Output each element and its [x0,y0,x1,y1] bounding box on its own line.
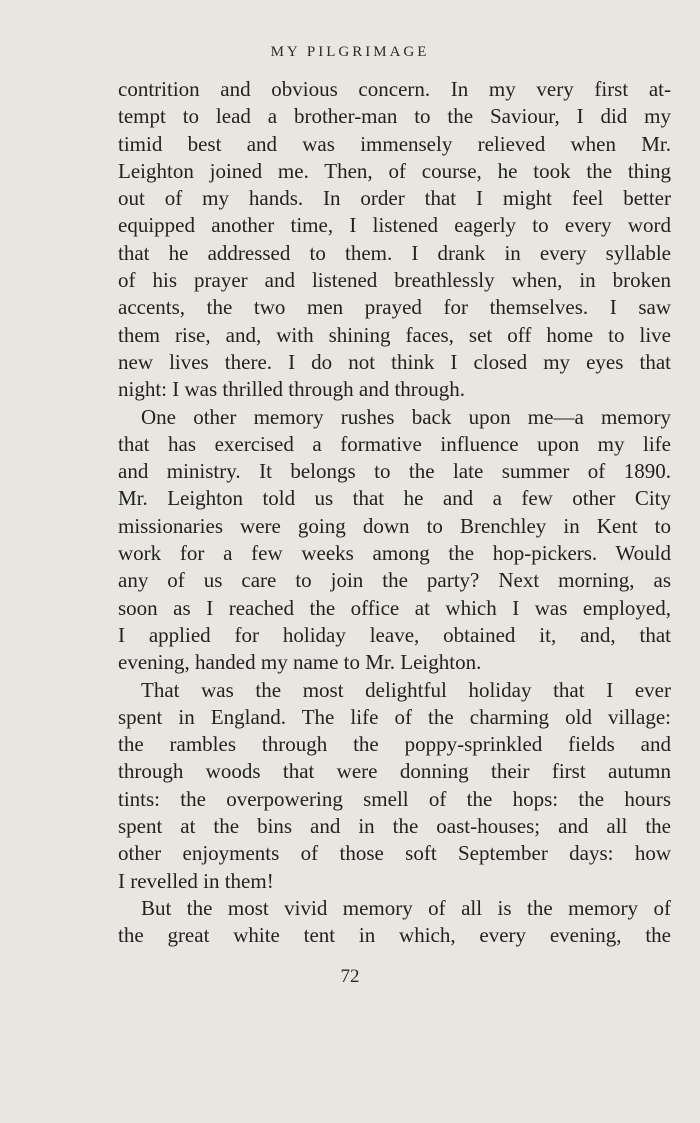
text-line: soon as I reached the office at which I was employed, [118,595,671,620]
text-line: spent at the bins and in the oast-houses; and all the [118,814,671,839]
text-line: I applied for holiday leave, obtained it, and, that [118,622,671,647]
paragraph-1 [118,76,671,404]
paragraph-3 [118,677,671,895]
text-line: evening, handed my name to Mr. Leighton. [118,650,482,675]
text-line: timid best and was immensely relieved when Mr. [118,131,671,156]
text-line: tempt to lead a brother-man to the Saviour, I did my [118,104,671,129]
text-line: out of my hands. In order that I might feel better [118,186,671,211]
text-line: One other memory rushes back upon me—a memory [141,404,671,429]
text-line: new lives there. I do not think I closed my eyes that [118,349,671,374]
text-line: But the most vivid memory of all is the memory of [141,895,671,920]
text-line: work for a few weeks among the hop-pickers. Would [118,541,671,566]
text-line: other enjoyments of those soft September days: how [118,841,671,866]
text-line: and ministry. It belongs to the late summer of 1890. [118,459,671,484]
text-line: the rambles through the poppy-sprinkled fields and [118,732,671,757]
text-line: night: I was thrilled through and through. [118,377,466,402]
text-line: contrition and obvious concern. In my very first at- [118,77,671,101]
text-line: missionaries were going down to Brenchley in Kent to [118,513,671,538]
paragraph-4 [118,895,671,950]
text-line: them rise, and, with shining faces, set off home to live [118,322,671,347]
text-line: Mr. Leighton told us that he and a few other City [118,486,671,511]
text-line: any of us care to join the party? Next morning, as [118,568,671,593]
text-line: Leighton joined me. Then, of course, he took the thing [118,158,671,183]
body-text [118,76,671,950]
paragraph-2 [118,404,671,677]
text-line: accents, the two men prayed for themselves. I saw [118,295,671,320]
text-line: spent in England. The life of the charming old village: [118,704,671,729]
text-line: I revelled in them! [118,868,274,893]
text-line: that he addressed to them. I drank in every syllable [118,240,671,265]
text-line: tints: the overpowering smell of the hops: the hours [118,786,671,811]
page-number: 72 [340,966,360,987]
text-line: that has exercised a formative influence upon my life [118,431,671,456]
running-head: MY PILGRIMAGE [270,44,430,60]
text-line: That was the most delightful holiday that I ever [141,677,671,702]
text-line: through woods that were donning their first autumn [118,759,671,784]
text-line: equipped another time, I listened eagerly to every word [118,213,671,238]
text-line: of his prayer and listened breathlessly when, in broken [118,268,671,293]
text-line: the great white tent in which, every evening, the [118,923,671,948]
